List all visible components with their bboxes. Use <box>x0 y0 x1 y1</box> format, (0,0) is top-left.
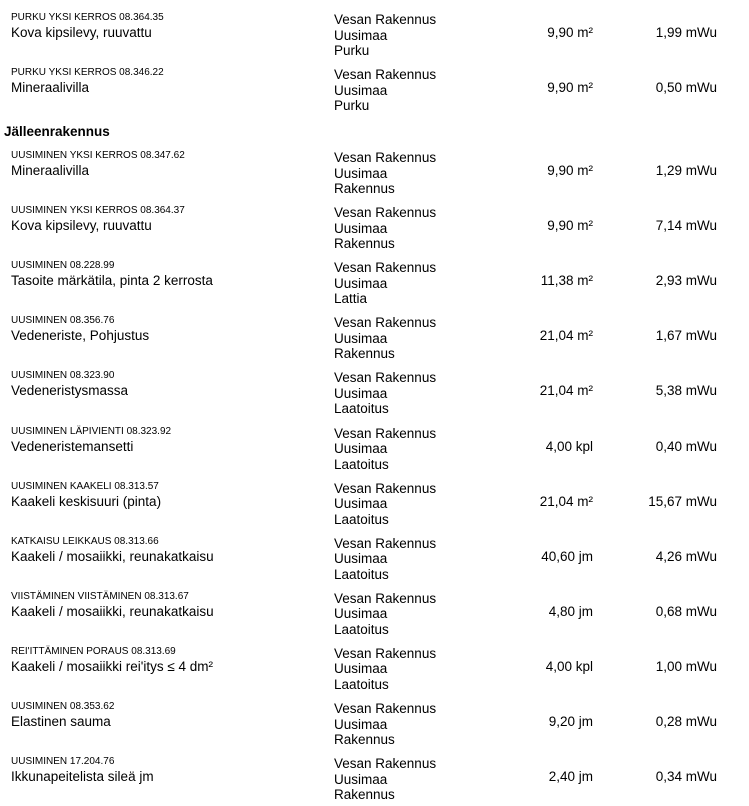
category-name: Rakennus <box>334 787 395 803</box>
site-info <box>334 701 436 748</box>
line-item-row <box>0 260 749 310</box>
company-name: Vesan Rakennus <box>334 12 437 27</box>
value: 1,00 mWu <box>655 658 717 674</box>
item-description: Mineraalivilla <box>11 80 90 95</box>
category-name: Rakennus <box>334 181 395 196</box>
category-name: Laatoitus <box>334 401 389 417</box>
company-name: Vesan Rakennus <box>334 315 437 331</box>
site-info <box>334 205 436 252</box>
category-name: Laatoitus <box>334 621 389 637</box>
value: 0,28 mWu <box>655 714 717 729</box>
company-name: Vesan Rakennus <box>334 150 437 165</box>
quantity: 11,38 m² <box>540 273 593 289</box>
quantity: 9,90 m² <box>547 25 593 40</box>
region-name: Uusimaa <box>334 330 388 346</box>
item-description: Tasoite märkätila, pinta 2 kerrosta <box>11 273 213 289</box>
site-info <box>334 756 436 803</box>
region-name: Uusimaa <box>334 82 388 98</box>
work-code: KATKAISU LEIKKAUS 08.313.66 <box>11 535 159 547</box>
value: 1,99 mWu <box>655 25 717 40</box>
category-name: Purku <box>334 98 370 113</box>
value: 0,50 mWu <box>655 80 717 95</box>
line-item-row <box>0 481 749 531</box>
work-code: UUSIMINEN YKSI KERROS 08.347.62 <box>11 150 185 161</box>
line-item-row <box>0 426 749 476</box>
site-info <box>334 315 436 362</box>
value: 15,67 mWu <box>648 493 717 509</box>
site-info <box>334 12 436 59</box>
site-info <box>334 150 436 197</box>
line-item-row <box>0 150 749 200</box>
item-description: Ikkunapeitelista sileä jm <box>11 769 154 785</box>
work-code: PURKU YKSI KERROS 08.346.22 <box>11 67 164 78</box>
value: 2,93 mWu <box>655 273 717 289</box>
region-name: Uusimaa <box>334 551 388 567</box>
region-name: Uusimaa <box>334 661 388 677</box>
company-name: Vesan Rakennus <box>334 370 437 386</box>
quantity: 21,04 m² <box>539 328 593 344</box>
line-item-row <box>0 646 749 696</box>
item-description: Elastinen sauma <box>11 714 111 729</box>
work-code: UUSIMINEN 17.204.76 <box>11 756 115 768</box>
quantity: 4,00 kpl <box>545 438 593 454</box>
item-description: Kova kipsilevy, ruuvattu <box>11 218 152 234</box>
quantity: 4,00 kpl <box>545 658 593 674</box>
category-name: Laatoitus <box>334 676 389 692</box>
item-description: Kaakeli keskisuuri (pinta) <box>11 493 162 509</box>
item-description: Vedeneristemansetti <box>11 438 134 454</box>
quantity: 9,90 m² <box>547 218 593 234</box>
value: 7,14 mWu <box>655 218 717 234</box>
value: 5,38 mWu <box>655 383 717 399</box>
value: 1,29 mWu <box>655 163 717 178</box>
work-code: UUSIMINEN 08.323.90 <box>11 370 115 382</box>
site-info <box>334 260 436 307</box>
line-item-row <box>0 205 749 255</box>
site-info <box>334 646 436 693</box>
line-item-row <box>0 701 749 751</box>
value: 0,68 mWu <box>655 603 717 619</box>
company-name: Vesan Rakennus <box>334 67 437 82</box>
company-name: Vesan Rakennus <box>334 480 437 496</box>
site-info <box>334 370 436 417</box>
line-item-row <box>0 315 749 365</box>
work-code: UUSIMINEN LÄPIVIENTI 08.323.92 <box>11 425 172 437</box>
region-name: Uusimaa <box>334 716 388 732</box>
category-name: Purku <box>334 43 370 58</box>
company-name: Vesan Rakennus <box>334 205 437 221</box>
work-code: PURKU YKSI KERROS 08.364.35 <box>11 12 164 23</box>
company-name: Vesan Rakennus <box>334 260 437 276</box>
quantity: 21,04 m² <box>539 493 593 509</box>
value: 0,34 mWu <box>655 769 717 785</box>
company-name: Vesan Rakennus <box>334 535 437 551</box>
company-name: Vesan Rakennus <box>334 425 437 441</box>
region-name: Uusimaa <box>334 496 388 512</box>
work-code: UUSIMINEN YKSI KERROS 08.364.37 <box>11 205 185 217</box>
line-item-row <box>0 756 749 806</box>
quantity: 21,04 m² <box>539 383 593 399</box>
quantity: 9,90 m² <box>547 80 593 95</box>
region-name: Uusimaa <box>334 771 388 787</box>
site-info <box>334 67 436 114</box>
section-title: Jälleenrakennus <box>4 124 110 139</box>
quantity: 9,20 jm <box>548 714 593 729</box>
category-name: Rakennus <box>334 732 395 747</box>
work-code: REI'ITTÄMINEN PORAUS 08.313.69 <box>11 645 176 657</box>
company-name: Vesan Rakennus <box>334 701 437 716</box>
region-name: Uusimaa <box>334 220 388 236</box>
site-info <box>334 536 436 583</box>
item-description: Kova kipsilevy, ruuvattu <box>11 25 152 40</box>
value: 4,26 mWu <box>655 548 717 564</box>
work-code: UUSIMINEN 08.353.62 <box>11 701 115 712</box>
region-name: Uusimaa <box>334 27 388 43</box>
item-description: Vedeneristysmassa <box>11 383 129 399</box>
quantity: 4,80 jm <box>548 603 593 619</box>
item-description: Kaakeli / mosaiikki rei'itys ≤ 4 dm² <box>11 658 214 674</box>
region-name: Uusimaa <box>334 165 388 181</box>
quantity: 2,40 jm <box>548 769 593 785</box>
category-name: Rakennus <box>334 346 395 362</box>
category-name: Laatoitus <box>334 566 389 582</box>
item-description: Kaakeli / mosaiikki, reunakatkaisu <box>11 603 214 619</box>
region-name: Uusimaa <box>334 385 388 401</box>
line-item-row <box>0 370 749 420</box>
quantity: 40,60 jm <box>541 548 593 564</box>
item-description: Mineraalivilla <box>11 163 90 178</box>
item-description: Kaakeli / mosaiikki, reunakatkaisu <box>11 548 214 564</box>
line-item-row <box>0 536 749 586</box>
line-item-row <box>0 67 749 117</box>
site-info <box>334 591 436 638</box>
site-info <box>334 481 436 528</box>
company-name: Vesan Rakennus <box>334 756 437 772</box>
item-description: Vedeneriste, Pohjustus <box>11 328 150 344</box>
work-code: VIISTÄMINEN VIISTÄMINEN 08.313.67 <box>11 590 189 602</box>
category-name: Laatoitus <box>334 511 389 527</box>
line-item-row <box>0 12 749 62</box>
value: 1,67 mWu <box>655 328 717 344</box>
region-name: Uusimaa <box>334 441 388 456</box>
category-name: Laatoitus <box>334 456 389 472</box>
line-item-row <box>0 591 749 641</box>
quantity: 9,90 m² <box>547 163 593 178</box>
site-info <box>334 426 436 473</box>
region-name: Uusimaa <box>334 606 388 622</box>
work-code: UUSIMINEN KAAKELI 08.313.57 <box>11 480 159 492</box>
category-name: Rakennus <box>334 236 395 252</box>
value: 0,40 mWu <box>655 438 717 454</box>
work-code: UUSIMINEN 08.228.99 <box>11 260 115 272</box>
work-code: UUSIMINEN 08.356.76 <box>11 315 115 327</box>
region-name: Uusimaa <box>334 275 388 291</box>
company-name: Vesan Rakennus <box>334 645 437 661</box>
category-name: Lattia <box>334 291 368 307</box>
company-name: Vesan Rakennus <box>334 590 437 606</box>
